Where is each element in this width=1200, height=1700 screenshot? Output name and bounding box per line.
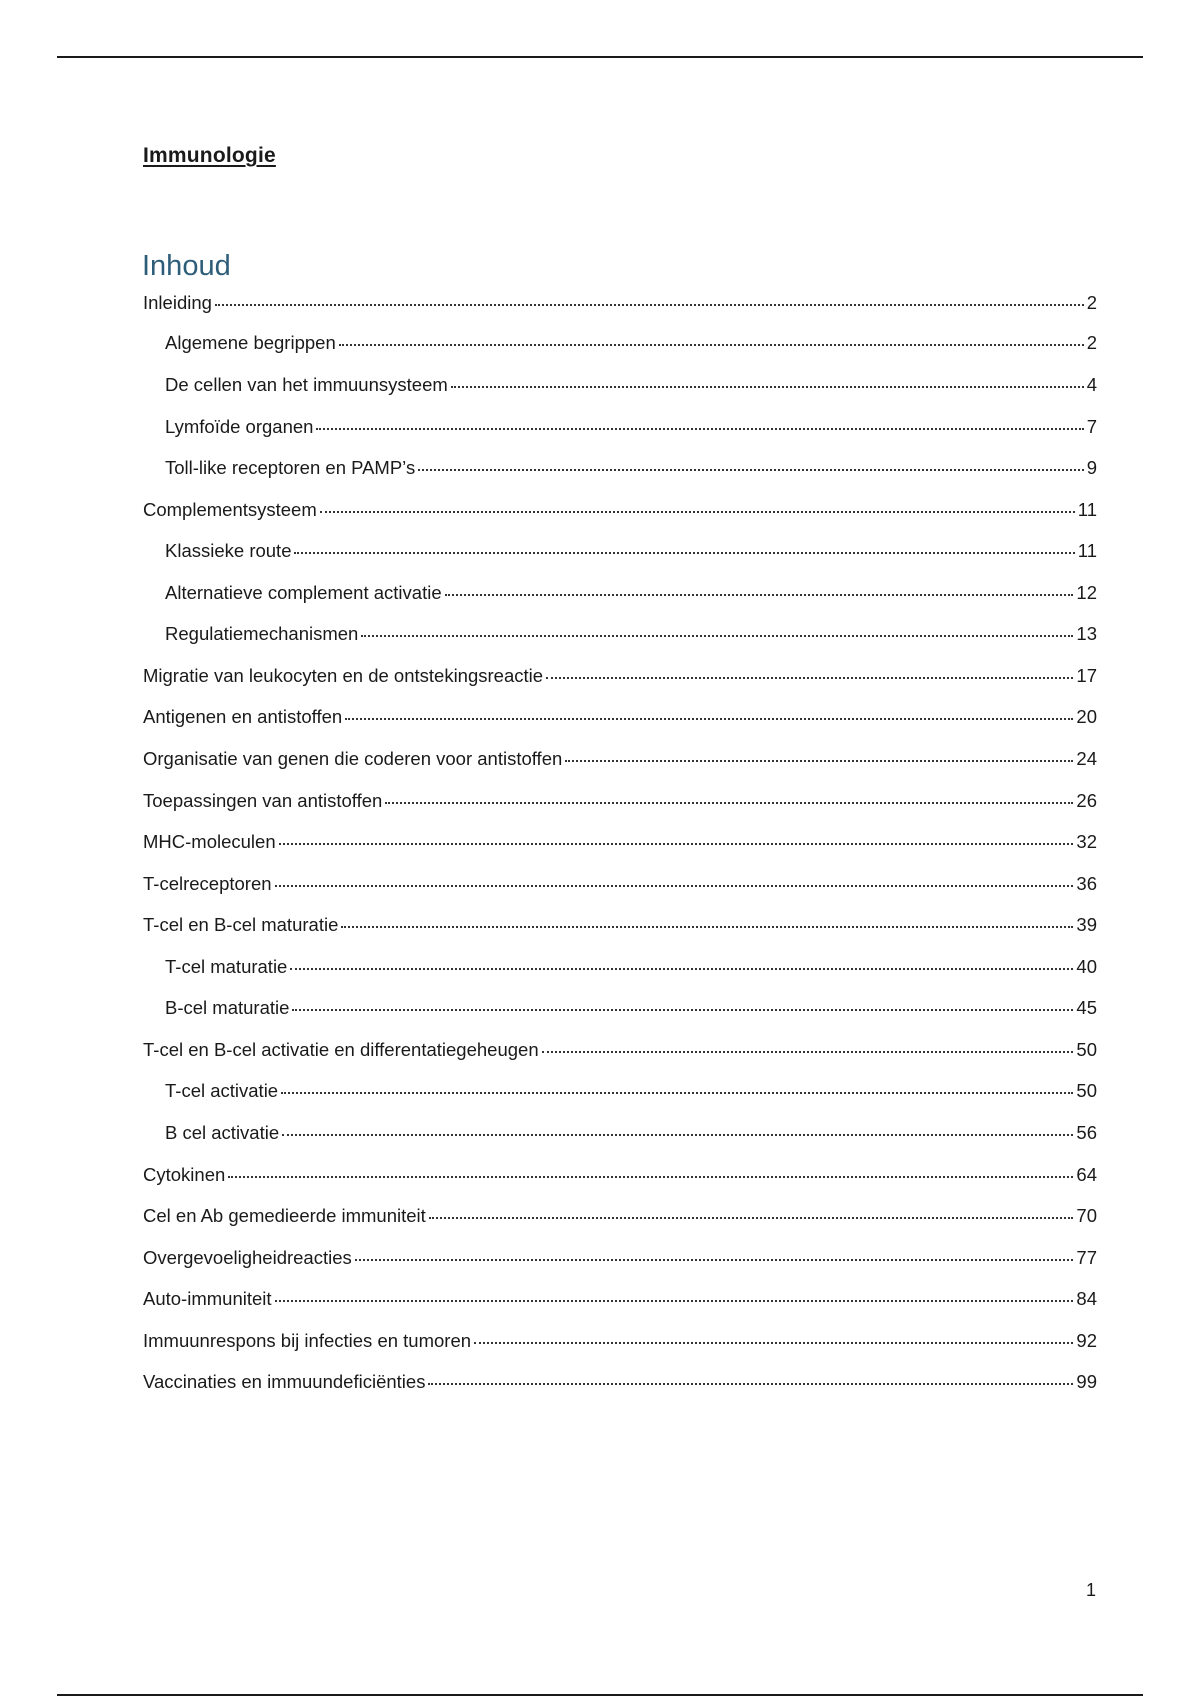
toc-entry[interactable]	[143, 958, 1097, 977]
toc-entry-page: 40	[1076, 956, 1097, 977]
toc-entry[interactable]	[143, 750, 1097, 769]
toc-leader-dots	[546, 677, 1073, 679]
toc-entry-label: Immuunrespons bij infecties en tumoren	[143, 1330, 472, 1351]
toc-leader-dots	[215, 304, 1084, 306]
toc-leader-dots	[320, 511, 1075, 513]
page-number: 1	[1085, 1580, 1096, 1600]
toc-leader-dots	[281, 1092, 1073, 1094]
toc-entry-label: Inleiding	[143, 292, 212, 313]
footer-rule	[57, 1694, 1143, 1696]
toc-entry-label: Toepassingen van antistoffen	[143, 790, 383, 811]
toc-leader-dots	[451, 386, 1084, 388]
toc-entry-label: Toll-like receptoren en PAMP’s	[165, 457, 416, 478]
document-title: Immunologie	[143, 144, 276, 167]
toc-entry-page: 2	[1086, 332, 1097, 353]
toc-entry-page: 11	[1077, 540, 1097, 561]
toc-leader-dots	[275, 1300, 1074, 1302]
toc-entry-label: T-cel activatie	[165, 1080, 279, 1101]
toc-entry[interactable]	[143, 1207, 1097, 1226]
toc-entry[interactable]	[143, 584, 1097, 603]
toc-entry-label: Overgevoeligheidreacties	[143, 1247, 352, 1268]
toc-leader-dots	[474, 1342, 1073, 1344]
toc-entry-page: 99	[1076, 1371, 1097, 1392]
toc-leader-dots	[445, 594, 1074, 596]
toc-entry[interactable]	[143, 625, 1097, 644]
toc-entry-page: 7	[1086, 416, 1097, 437]
toc-entry[interactable]	[143, 542, 1097, 561]
toc-entry-label: Auto-immuniteit	[143, 1288, 272, 1309]
header-rule	[57, 56, 1143, 58]
toc-entry[interactable]	[143, 1249, 1097, 1268]
toc-entry-page: 4	[1086, 374, 1097, 395]
toc-entry[interactable]	[143, 459, 1097, 478]
toc-entry[interactable]	[143, 875, 1097, 894]
toc-entry[interactable]	[143, 1373, 1097, 1392]
toc-leader-dots	[292, 1009, 1073, 1011]
toc-entry[interactable]	[143, 792, 1097, 811]
toc-entry-label: MHC-moleculen	[143, 831, 276, 852]
toc-entry-label: T-celreceptoren	[143, 873, 272, 894]
toc-entry-label: Cel en Ab gemedieerde immuniteit	[143, 1205, 426, 1226]
toc-entry[interactable]	[143, 916, 1097, 935]
toc-entry-label: Cytokinen	[143, 1164, 226, 1185]
toc-entry-label: T-cel maturatie	[165, 956, 288, 977]
toc-entry-label: T-cel en B-cel activatie en differentatiegeheugen	[143, 1039, 539, 1060]
toc-entry-page: 26	[1076, 790, 1097, 811]
toc-leader-dots	[385, 802, 1073, 804]
toc-entry[interactable]	[143, 999, 1097, 1018]
toc-entry-page: 70	[1076, 1205, 1097, 1226]
toc-entry-page: 50	[1076, 1080, 1097, 1101]
toc-entry[interactable]	[143, 1332, 1097, 1351]
toc-entry-page: 36	[1076, 873, 1097, 894]
toc-entry-page: 50	[1076, 1039, 1097, 1060]
toc-heading: Inhoud	[142, 250, 231, 282]
toc-entry-page: 32	[1076, 831, 1097, 852]
toc-entry-page: 39	[1076, 914, 1097, 935]
toc-leader-dots	[316, 428, 1083, 430]
toc-entry-page: 13	[1076, 623, 1097, 644]
toc-entry[interactable]	[143, 1124, 1097, 1143]
toc-entry-page: 77	[1076, 1247, 1097, 1268]
toc-entry[interactable]	[143, 708, 1097, 727]
toc-entry-label: Klassieke route	[165, 540, 292, 561]
toc-entry[interactable]	[143, 376, 1097, 395]
toc-entry[interactable]	[143, 1166, 1097, 1185]
toc-leader-dots	[361, 635, 1073, 637]
toc-leader-dots	[355, 1259, 1074, 1261]
toc-entry-label: Vaccinaties en immuundeficiënties	[143, 1371, 426, 1392]
toc-entry-page: 20	[1076, 706, 1097, 727]
toc-entry-page: 9	[1086, 457, 1097, 478]
toc-leader-dots	[345, 718, 1073, 720]
toc-entry-label: De cellen van het immuunsysteem	[165, 374, 448, 395]
toc-entry-label: B-cel maturatie	[165, 997, 290, 1018]
toc-entry[interactable]	[143, 294, 1097, 313]
toc-entry-page: 11	[1077, 499, 1097, 520]
toc-leader-dots	[339, 344, 1084, 346]
toc-leader-dots	[565, 760, 1073, 762]
toc-entry-page: 84	[1076, 1288, 1097, 1309]
toc-entry-page: 56	[1076, 1122, 1097, 1143]
toc-entry-label: Alternatieve complement activatie	[165, 582, 442, 603]
toc-entry-label: Complementsysteem	[143, 499, 317, 520]
toc-leader-dots	[275, 885, 1074, 887]
toc-entry[interactable]	[143, 1290, 1097, 1309]
toc-entry[interactable]	[143, 334, 1097, 353]
toc-entry-label: Antigenen en antistoffen	[143, 706, 343, 727]
toc-leader-dots	[542, 1051, 1074, 1053]
toc-entry-page: 92	[1076, 1330, 1097, 1351]
toc-entry-page: 17	[1076, 665, 1097, 686]
toc-entry-page: 24	[1076, 748, 1097, 769]
toc-entry-label: Lymfoïde organen	[165, 416, 314, 437]
toc-leader-dots	[418, 469, 1084, 471]
toc-entry-label: Regulatiemechanismen	[165, 623, 359, 644]
toc-entry-label: Migratie van leukocyten en de ontstekingsreactie	[143, 665, 544, 686]
toc-entry[interactable]	[143, 667, 1097, 686]
toc-leader-dots	[341, 926, 1073, 928]
toc-entry[interactable]	[143, 418, 1097, 437]
toc-entry[interactable]	[143, 501, 1097, 520]
toc-leader-dots	[294, 552, 1074, 554]
toc-leader-dots	[428, 1383, 1073, 1385]
toc-leader-dots	[279, 843, 1074, 845]
toc-entry-label: Organisatie van genen die coderen voor antistoffen	[143, 748, 563, 769]
toc-leader-dots	[228, 1176, 1073, 1178]
toc-entry-page: 12	[1076, 582, 1097, 603]
toc-entry-label: Algemene begrippen	[165, 332, 336, 353]
toc-entry[interactable]	[143, 833, 1097, 852]
toc-entry-label: B cel activatie	[165, 1122, 280, 1143]
toc-leader-dots	[290, 968, 1073, 970]
toc-leader-dots	[282, 1134, 1073, 1136]
toc-entry-label: T-cel en B-cel maturatie	[143, 914, 339, 935]
toc-entry[interactable]	[143, 1082, 1097, 1101]
toc-entry[interactable]	[143, 1041, 1097, 1060]
toc-leader-dots	[429, 1217, 1074, 1219]
toc-entry-page: 2	[1086, 292, 1097, 313]
toc-entry-page: 45	[1076, 997, 1097, 1018]
toc-entry-page: 64	[1076, 1164, 1097, 1185]
